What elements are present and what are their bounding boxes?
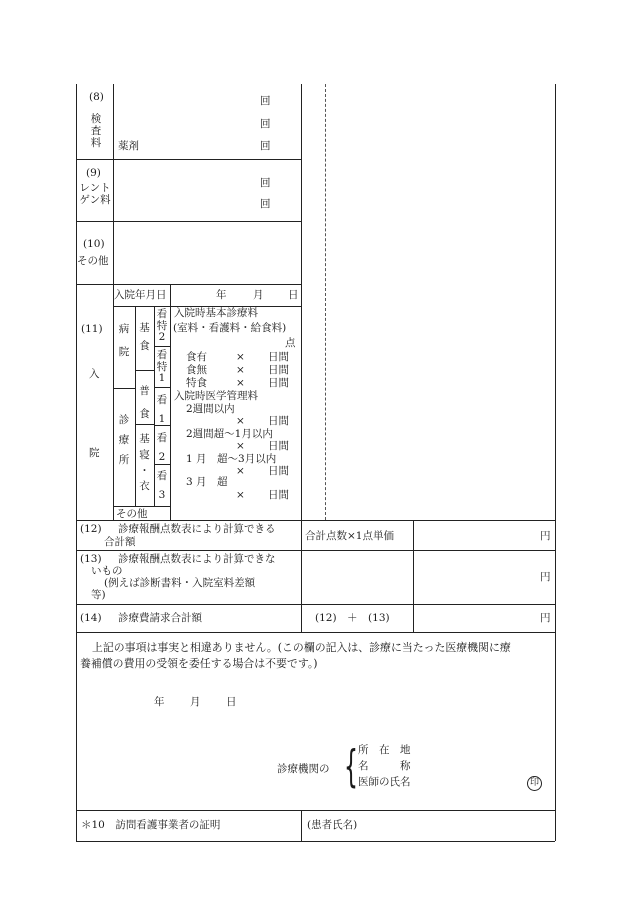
row13-number: (13) xyxy=(80,553,102,565)
kijun-char-1: 基 xyxy=(139,322,150,334)
rule-kijun-futsu xyxy=(135,370,154,371)
kantoku2-char-1: 看 xyxy=(156,308,168,320)
rule-8-9 xyxy=(76,159,301,160)
cert-month: 月 xyxy=(190,696,201,708)
table-right-border xyxy=(555,84,556,841)
institution-name: 名 称 xyxy=(358,760,411,772)
clinic-char-2: 療 xyxy=(118,433,130,446)
rule-12-13 xyxy=(76,550,555,551)
cert-line-1: 上記の事項は事実と相違ありません。(この欄の記入は、診療に当たった医療機関に療 xyxy=(92,641,511,654)
mgmt-1-days: 日間 xyxy=(268,440,289,452)
kantoku1-char-2: 特 xyxy=(156,360,168,373)
sec11-label-top: 入 xyxy=(89,368,100,380)
meal-2-label: 特食 xyxy=(186,377,207,389)
sec8-label-3: 料 xyxy=(90,137,102,150)
sec8-yakuzai: 薬剤 xyxy=(118,140,139,152)
basic-fee-sub: (室料・看護料・給食料) xyxy=(173,322,287,334)
meal-1-label: 食無 xyxy=(186,364,207,376)
kishin-label xyxy=(136,432,153,495)
cert-line-2: 養補償の費用の受領を委任する場合は不要です。) xyxy=(80,657,318,670)
clinic-label xyxy=(116,411,132,471)
mgmt-3-label: 3 月 超 xyxy=(186,476,228,488)
clinic-char-3: 所 xyxy=(118,453,130,466)
rule-14-cert xyxy=(76,632,555,633)
sec9-label xyxy=(76,182,114,206)
kantoku1-char-1: 看 xyxy=(156,349,168,361)
hospital-char-1: 病 xyxy=(118,323,130,335)
row13-text-2: いもの xyxy=(91,565,123,577)
sec8-kai-3: 回 xyxy=(260,140,271,152)
basic-fee-title: 入院時基本診療料 xyxy=(174,307,258,319)
institution-address: 所 在 地 xyxy=(358,744,411,756)
rule-hospital-clinic xyxy=(113,388,135,389)
row12-text-2: 合計額 xyxy=(104,536,136,548)
kan1-char-1: 看 xyxy=(156,394,168,406)
rule-10-11 xyxy=(76,284,301,285)
col-calc-left xyxy=(301,520,302,632)
sec8-label xyxy=(82,113,110,149)
doctor-name: 医師の氏名 xyxy=(358,776,411,788)
dotted-divider xyxy=(325,84,326,520)
admission-date-label: 入院年月日 xyxy=(114,289,167,301)
row12-number: (12) xyxy=(80,523,102,535)
kan3-char-2: 3 xyxy=(158,488,166,501)
rule-other xyxy=(113,506,170,507)
kantoku1-char-3: 1 xyxy=(158,372,166,385)
footer-left: ＊10 訪問看護事業者の証明 xyxy=(81,819,221,831)
kan3-label xyxy=(154,467,170,505)
mgmt-0-label: 2週間以内 xyxy=(186,403,235,415)
row14-text: 診療費請求合計額 xyxy=(118,612,202,624)
meal-2-days: 日間 xyxy=(268,377,289,389)
kishin-char-3: ・ xyxy=(139,464,150,477)
kijun-char-2: 食 xyxy=(139,339,150,352)
hospital-label xyxy=(116,318,132,364)
sec9-label-2: ゲン料 xyxy=(79,194,111,207)
kan2-label xyxy=(154,429,170,467)
rule-kt2-kt1 xyxy=(154,346,170,347)
institution-brace: { xyxy=(344,741,358,792)
rule-13-14 xyxy=(76,604,555,605)
futsu-char-1: 普 xyxy=(139,385,150,397)
institution-label: 診療機関の xyxy=(277,763,330,775)
mgmt-3-times: × xyxy=(236,489,245,501)
col-calc-right xyxy=(413,520,414,632)
sec8-label-1: 検 xyxy=(90,113,102,125)
meal-0-label: 食有 xyxy=(186,351,207,363)
mgmt-2-days: 日間 xyxy=(268,465,289,477)
sec11-other-label: その他 xyxy=(116,508,148,520)
row13-unit: 円 xyxy=(540,571,551,583)
cert-day: 日 xyxy=(226,696,237,708)
footer-right: (患者氏名) xyxy=(307,819,358,831)
sec8-number: (8) xyxy=(89,91,104,103)
mgmt-0-times: × xyxy=(236,415,245,427)
sec9-kai-1: 回 xyxy=(260,177,271,189)
row12-text-1: 診療報酬点数表により計算できる xyxy=(118,523,276,535)
mgmt-3-days: 日間 xyxy=(268,489,289,501)
kantoku2-char-2: 特 xyxy=(156,319,168,332)
kantoku2-label xyxy=(154,309,170,344)
sec9-kai-2: 回 xyxy=(260,198,271,210)
row13-text-1: 診療報酬点数表により計算できな xyxy=(118,553,276,565)
kijun-shoku-label xyxy=(136,320,153,356)
futsu-char-2: 食 xyxy=(139,408,150,421)
kantoku1-label xyxy=(154,350,170,385)
kan1-label xyxy=(154,391,170,429)
futsu-shoku-label xyxy=(136,380,153,426)
row14-formula: (12) ＋ (13) xyxy=(315,612,390,624)
meal-0-days: 日間 xyxy=(268,351,289,363)
sec8-kai-2: 回 xyxy=(260,118,271,130)
kishin-char-4: 衣 xyxy=(139,480,150,493)
rule-cert-footer xyxy=(76,810,555,811)
row14-number: (14) xyxy=(80,612,102,624)
seal-mark: 印 xyxy=(527,776,542,791)
row14-unit: 円 xyxy=(540,612,551,624)
mgmt-2-times: × xyxy=(236,465,245,477)
cert-year: 年 xyxy=(154,696,165,708)
sec8-label-2: 査 xyxy=(90,125,102,138)
hospital-char-2: 院 xyxy=(118,346,130,359)
kantoku2-char-3: 2 xyxy=(158,331,166,344)
sec11-label-bottom: 院 xyxy=(89,447,100,459)
kishin-char-1: 基 xyxy=(139,433,150,445)
mgmt-0-days: 日間 xyxy=(268,415,289,427)
clinic-char-1: 診 xyxy=(118,414,130,426)
mgmt-1-times: × xyxy=(236,440,245,452)
kan1-char-2: 1 xyxy=(158,412,166,425)
footer-divider xyxy=(301,810,302,841)
mgmt-title: 入院時医学管理料 xyxy=(174,390,258,402)
sec10-number: (10) xyxy=(83,238,105,250)
rule-kt1-k1 xyxy=(154,387,170,388)
kan2-char-2: 2 xyxy=(158,450,166,463)
row12-calc: 合計点数×1点単価 xyxy=(305,530,394,542)
meal-0-times: × xyxy=(236,351,245,363)
mgmt-1-label: 2週間超～1月以内 xyxy=(186,428,273,440)
admission-day: 日 xyxy=(288,289,299,301)
meal-1-days: 日間 xyxy=(268,364,289,376)
kan3-char-1: 看 xyxy=(156,470,168,482)
rule-upper-bottom xyxy=(76,520,555,521)
admission-year: 年 xyxy=(216,289,227,301)
table-bottom-border xyxy=(76,841,555,842)
sec11-number: (11) xyxy=(81,323,103,335)
sec9-number: (9) xyxy=(86,167,101,179)
mgmt-2-label: 1 月 超～3月以内 xyxy=(186,453,277,465)
col-nurse xyxy=(170,284,171,520)
meal-2-times: × xyxy=(236,377,245,389)
row13-text-3: (例えば診断書料・入院室料差額 xyxy=(104,577,256,589)
kan2-char-1: 看 xyxy=(156,432,168,444)
row12-unit: 円 xyxy=(540,530,551,542)
admission-month: 月 xyxy=(253,289,264,301)
rule-9-10 xyxy=(76,221,301,222)
sec10-label: その他 xyxy=(77,255,109,267)
meal-1-times: × xyxy=(236,364,245,376)
left-panel-right-border xyxy=(301,84,302,520)
label-column-border xyxy=(113,84,114,520)
kishin-char-2: 寝 xyxy=(139,448,150,461)
basic-fee-ten: 点 xyxy=(285,337,296,349)
sec8-kai-1: 回 xyxy=(260,95,271,107)
sec9-label-1: レント xyxy=(79,182,111,194)
row13-text-4: 等) xyxy=(91,589,106,601)
